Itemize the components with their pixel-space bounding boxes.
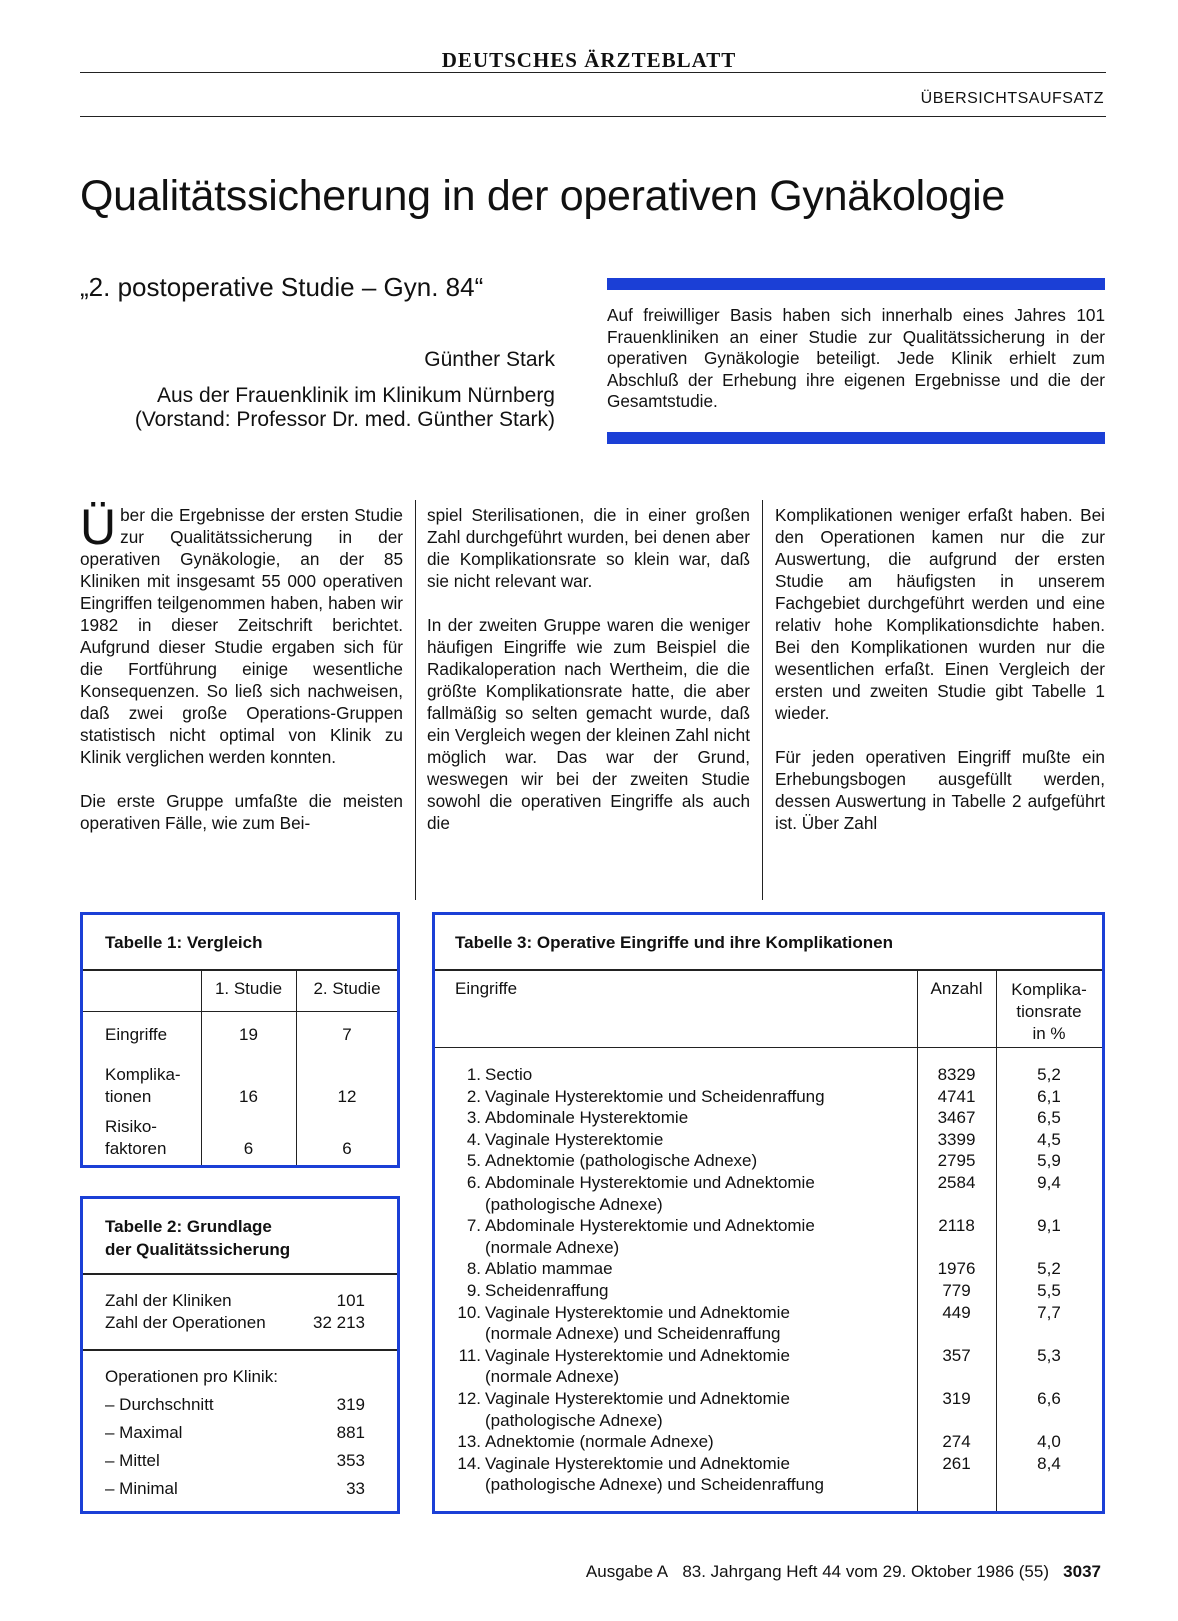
table-3-cell-rate: 6,6 [1037,1389,1061,1408]
table-3-row-number: 10. [457,1302,481,1322]
table-3-row-number: 11. [458,1345,481,1365]
table-3-cell-rate: 5,9 [1037,1151,1061,1171]
table-3-cell-anzahl: 2795 [937,1151,976,1171]
table-3-row-number: 8. [466,1259,481,1279]
article-title: Qualitätssicherung in der operativen Gynäkologie [80,172,1005,220]
table-3-row-label: Abdominale Hysterektomie [485,1108,689,1128]
table-3-cell-rate: 4,5 [1037,1129,1061,1149]
body-column-3 [775,504,1105,834]
table-2-title-line-1: Tabelle 2: Grundlage [105,1217,272,1236]
table-3-row-label: Adnektomie (pathologische Adnexe) [485,1151,758,1171]
table-3-cell-rate: 5,5 [1037,1281,1061,1300]
table-3-row-label: (pathologische Adnexe) und Scheidenraffung [485,1475,824,1495]
table-2-row-label: – Mittel [105,1451,160,1470]
table-3-row-number: 9. [466,1281,481,1300]
table-1-cell: 7 [342,1025,352,1044]
table-1-cell: 6 [342,1139,352,1158]
table-3 [432,912,1105,1514]
table-3-row-label: Vaginale Hysterektomie und Adnektomie [485,1345,790,1365]
table-3-row-number: 4. [466,1129,481,1149]
table-3-title: Tabelle 3: Operative Eingriffe und ihre Komplikationen [455,933,893,952]
table-1-row-label: faktoren [105,1139,167,1158]
table-3-cell-rate: 9,1 [1037,1216,1061,1236]
table-3-row-label: Abdominale Hysterektomie und Adnektomie [485,1216,815,1236]
table-3-row-label: Abdominale Hysterektomie und Adnektomie [485,1173,815,1192]
table-3-cell-rate: 5,2 [1037,1065,1061,1084]
table-2-row-label: Zahl der Kliniken [105,1291,232,1310]
column-divider [762,500,763,900]
table-2-row-value: 881 [336,1423,365,1442]
table-3-cell-anzahl: 2118 [938,1216,975,1236]
table-3-row-number: 6. [466,1173,481,1192]
table-2-row-value: 353 [336,1451,365,1470]
table-3-row-label: (pathologische Adnexe) [485,1410,663,1430]
drop-cap: Ü [80,499,117,555]
table-3-row-label: Adnektomie (normale Adnexe) [485,1432,714,1452]
body-paragraph: spiel Sterilisationen, die in einer großen Zahl durchgeführt wurden, bei denen aber die Komplikationsrate so klein war, daß sie nicht relevant war. [427,505,750,591]
body-paragraph: In der zweiten Gruppe waren die weniger häufigen Eingriffe wie zum Beispiel die Radikaloperation nach Wertheim, die die größte Komplikationsrate hatte, die aber fallmäßig so selten gemacht wurde, daß ein Vergleich wegen der kleinen Zahl nicht möglich war. Das war der Grund, weswegen wir bei der zweiten Studie sowohl die operativen Eingriffe als auch die [427,615,750,833]
table-3-row-label: Vaginale Hysterektomie und Adnektomie [485,1389,790,1408]
table-3-row-label: (normale Adnexe) [485,1237,620,1257]
table-1-row-label: Eingriffe [105,1025,168,1044]
table-2-row-value: 32 213 [313,1313,365,1332]
table-3-cell-anzahl: 319 [942,1389,971,1408]
abstract-bar-bottom [607,432,1105,444]
body-column-1 [80,499,403,834]
table-1-cell: 6 [243,1139,254,1158]
abstract-bar-top [607,278,1105,290]
table-3-cell-anzahl: 779 [942,1281,971,1300]
table-3-cell-rate: 7,7 [1037,1302,1061,1322]
table-3-row-number: 3. [466,1108,481,1128]
table-3-row-number: 2. [466,1086,481,1106]
body-paragraph: Komplikationen weniger erfaßt haben. Bei den Operationen kamen nur die zur Auswertung, die aufgrund der ersten Studie am häufigsten in unserem Fachgebiet durchgeführt werden und eine relativ hohe Komplikationsdichte haben. Bei den Komplikationen wurden nur die wesentlichen erfaßt. Einen Vergleich der ersten und zweiten Studie gibt Tabelle 1 wieder. [775,505,1105,723]
table-3-row-number: 13. [457,1432,481,1452]
table-3-cell-anzahl: 449 [942,1302,971,1322]
table-1-cell: 19 [239,1025,258,1044]
journal-name: DEUTSCHES ÄRZTEBLATT [441,48,737,72]
table-3-row-number: 1. [466,1065,481,1084]
section-label: ÜBERSICHTSAUFSATZ [920,90,1104,107]
table-3-cell-anzahl: 1976 [937,1259,976,1279]
body-paragraph: Über die Ergebnisse der ersten Studie zur Qualitätssicherung in der operativen Gynäkologie, an der 85 Kliniken mit insgesamt 55 000 operativen Eingriffen teilgenommen haben, haben wir 1982 in dieser Zeitschrift berichtet. Aufgrund dieser Studie ergaben sich für die Fortführung einige wesentliche Konsequenzen. So ließ sich nachweisen, daß zwei große Operations-Gruppen statistisch nicht optimal von Klinik zu Klinik verglichen werden konnten. [80,499,403,767]
article-subtitle: „2. postoperative Studie – Gyn. 84“ [80,272,484,302]
table-3-row-label: Sectio [485,1065,533,1084]
page-number: 3037 [1063,1562,1101,1581]
table-3-row-number: 7. [466,1216,481,1236]
table-1-col-header: 2. Studie [313,979,381,998]
affiliation-line-1: Aus der Frauenklinik im Klinikum Nürnberg [157,384,555,407]
table-1-cell: 16 [239,1087,258,1106]
footer-issue: 83. Jahrgang Heft 44 vom 29. Oktober 1986 (55) [682,1562,1049,1581]
footer [586,1562,1101,1582]
header-rule [80,72,1106,73]
table-3-row-number: 5. [466,1151,481,1171]
table-3-cell-rate: 6,1 [1037,1086,1061,1106]
table-3-row-label: Ablatio mammae [485,1259,613,1279]
table-2-row-label: – Maximal [105,1423,183,1442]
table-1-row-label: Risiko- [105,1117,157,1136]
section-rule [80,116,1106,117]
table-3-row-label: (pathologische Adnexe) [485,1194,663,1214]
table-3-col-header: Komplika- tionsrate in % [1011,980,1087,1043]
table-2-title-line-2: der Qualitätssicherung [105,1240,291,1259]
table-3-row-label: Vaginale Hysterektomie und Scheidenraffung [485,1086,825,1106]
table-3-cell-anzahl: 3399 [937,1129,976,1149]
table-1-row-label: tionen [105,1087,152,1106]
table-3-cell-rate: 8,4 [1037,1453,1061,1473]
table-2-row-label: Zahl der Operationen [105,1313,266,1332]
table-3-cell-anzahl: 357 [942,1345,971,1365]
body-paragraph: Die erste Gruppe umfaßte die meisten operativen Fälle, wie zum Bei- [80,791,403,833]
table-2-row-label: – Durchschnitt [105,1395,214,1414]
affiliation-line-2: (Vorstand: Professor Dr. med. Günther Stark) [134,408,555,431]
body-paragraph: Für jeden operativen Eingriff mußte ein Erhebungsbogen ausgefüllt werden, dessen Auswertung in Tabelle 2 aufgeführt ist. Über Zahl [775,747,1105,833]
table-3-cell-rate: 6,5 [1037,1108,1061,1128]
table-1-row-label: Komplika- [105,1065,181,1084]
body-column-2 [427,504,750,834]
table-3-cell-anzahl: 4741 [937,1086,976,1106]
column-divider [415,500,416,900]
table-3-row-number: 12. [457,1389,481,1408]
table-2-row-value: 33 [346,1479,365,1498]
table-2-row-value: 319 [336,1395,365,1414]
table-3-cell-rate: 4,0 [1037,1432,1061,1452]
table-3-row-label: Vaginale Hysterektomie und Adnektomie [485,1302,790,1322]
table-2-row-label: – Minimal [105,1479,178,1498]
table-1 [80,912,400,1168]
table-1-title: Tabelle 1: Vergleich [105,933,263,952]
table-3-row-label: Vaginale Hysterektomie [485,1129,664,1149]
table-3-cell-anzahl: 261 [942,1453,971,1473]
table-3-cell-rate: 5,3 [1037,1345,1061,1365]
table-3-row-number: 14. [457,1453,481,1473]
table-3-row-label: Vaginale Hysterektomie und Adnektomie [485,1453,790,1473]
table-1-cell: 12 [337,1087,357,1106]
table-3-col-header: Eingriffe [455,979,518,998]
table-3-row-label: (normale Adnexe) und Scheidenraffung [485,1324,781,1344]
table-2 [80,1196,400,1514]
table-2-row-value: 101 [336,1291,365,1310]
footer-edition: Ausgabe A [585,1562,669,1581]
table-3-col-header: Anzahl [930,979,983,998]
table-2-group-label: Operationen pro Klinik: [105,1367,278,1386]
table-1-col-header: 1. Studie [214,979,283,998]
author: Günther Stark [424,348,555,371]
table-3-cell-anzahl: 3467 [937,1108,976,1128]
affiliation [135,384,555,432]
table-3-cell-rate: 5,2 [1037,1259,1061,1279]
table-3-row-label: (normale Adnexe) [485,1367,620,1387]
table-3-cell-rate: 9,4 [1037,1173,1061,1192]
table-3-cell-anzahl: 274 [942,1432,971,1452]
abstract: Auf freiwilliger Basis haben sich innerhalb eines Jahres 101 Frauenkliniken an einer Studie zur Qualitätssicherung in der operativen Gynäkologie beteiligt. Jede Klinik erhielt zum Abschluß der Erhebung ihre eigenen Ergebnisse und die der Gesamtstudie. [607,305,1105,411]
table-3-cell-anzahl: 8329 [937,1065,976,1084]
table-3-cell-anzahl: 2584 [937,1173,976,1192]
table-3-row-label: Scheidenraffung [485,1281,609,1300]
